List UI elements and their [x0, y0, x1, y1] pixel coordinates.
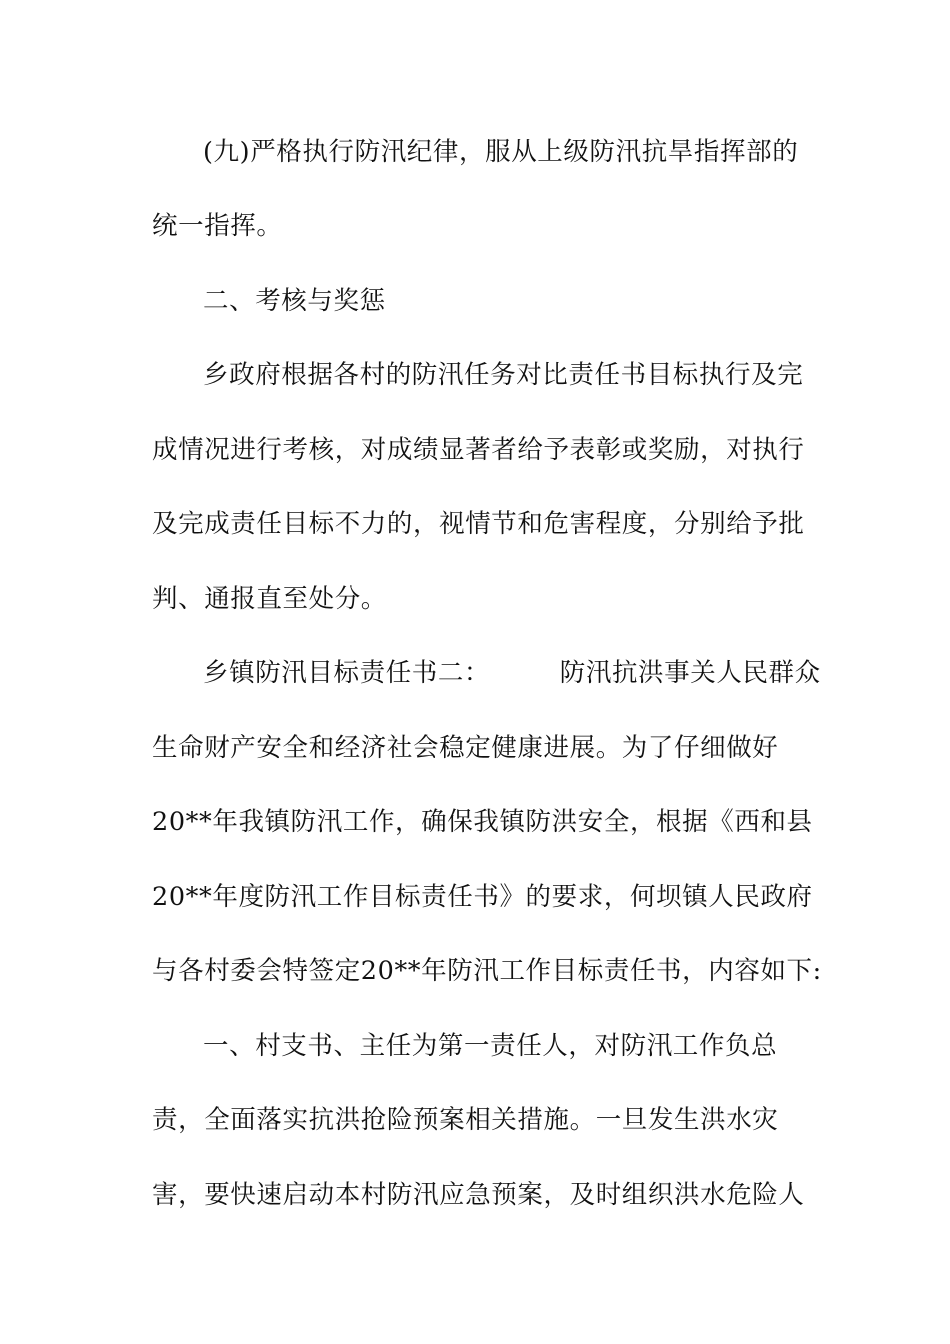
paragraph-line: 统一指挥。 [152, 211, 283, 241]
paragraph-line: 20**年度防汛工作目标责任书》的要求，何坝镇人民政府 [152, 882, 813, 912]
section-heading: 二、考核与奖惩 [203, 286, 386, 316]
paragraph-line: 责，全面落实抗洪抢险预案相关措施。一旦发生洪水灾 [152, 1105, 779, 1135]
paragraph-line: 乡镇防汛目标责任书二： 防汛抗洪事关人民群众 [203, 658, 821, 688]
paragraph-line: 害，要快速启动本村防汛应急预案，及时组织洪水危险人 [152, 1180, 805, 1210]
paragraph-line: 乡政府根据各村的防汛任务对比责任书目标执行及完 [203, 360, 804, 390]
paragraph-line: 及完成责任目标不力的，视情节和危害程度，分别给予批 [152, 509, 805, 539]
paragraph-line: 生命财产安全和经济社会稳定健康进展。为了仔细做好 [152, 733, 779, 763]
paragraph-line: (九)严格执行防汛纪律，服从上级防汛抗旱指挥部的 [203, 137, 799, 167]
paragraph-line: 一、村支书、主任为第一责任人，对防汛工作负总 [203, 1031, 778, 1061]
paragraph-line: 与各村委会特签定20**年防汛工作目标责任书，内容如下: [152, 956, 822, 986]
paragraph-line: 20**年我镇防汛工作，确保我镇防洪安全，根据《西和县 [152, 807, 813, 837]
paragraph-line: 成情况进行考核，对成绩显著者给予表彰或奖励，对执行 [152, 435, 805, 465]
paragraph-line: 判、通报直至处分。 [152, 584, 387, 614]
